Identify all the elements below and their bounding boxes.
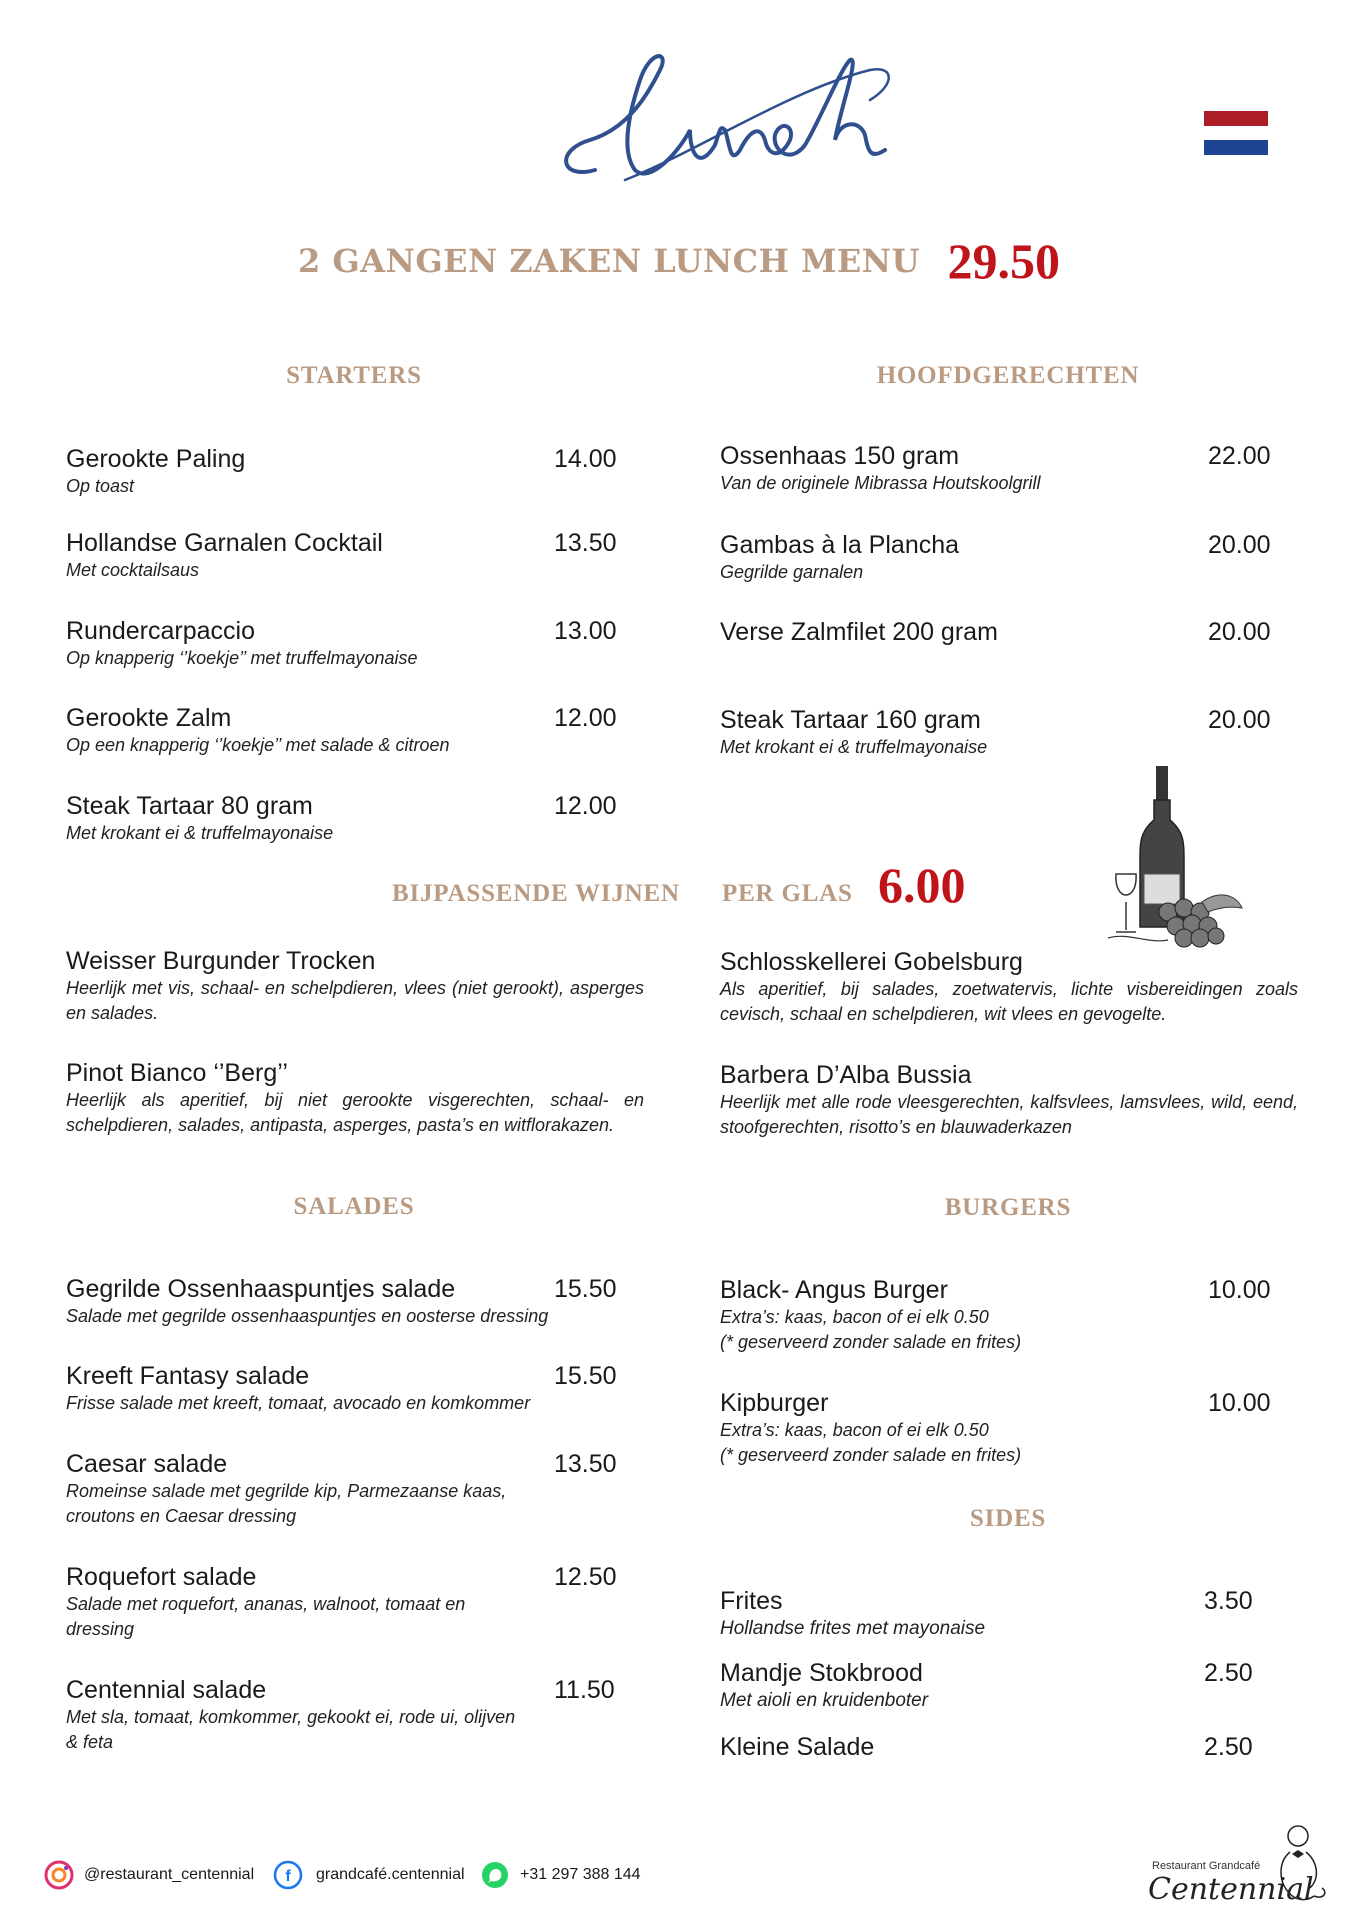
- list-item: [720, 618, 1300, 647]
- item-desc: Salade met gegrilde ossenhaaspuntjes en oosterse dressing: [66, 1306, 549, 1326]
- list-item: [720, 706, 1300, 760]
- list-item: [66, 704, 626, 758]
- item-price: 12.50: [554, 1563, 617, 1591]
- list-item: [66, 529, 626, 583]
- item-price: 10.00: [1208, 1389, 1271, 1417]
- wine-bottle-grapes-icon: [1098, 762, 1248, 952]
- list-item: [66, 617, 626, 671]
- whatsapp-icon[interactable]: [480, 1860, 510, 1890]
- list-item: [720, 1587, 1300, 1641]
- item-name: Steak Tartaar 160 gram: [720, 706, 981, 734]
- item-desc: Op toast: [66, 476, 135, 496]
- item-name: Frites: [720, 1587, 783, 1615]
- wine-item: [66, 947, 644, 1026]
- instagram-icon[interactable]: [44, 1860, 74, 1890]
- svg-text:f: f: [285, 1868, 291, 1885]
- item-desc: Met sla, tomaat, komkommer, gekookt ei, rode ui, olijven & feta: [66, 1707, 516, 1752]
- item-price: 13.50: [554, 529, 617, 557]
- menu-title: [0, 232, 1358, 290]
- list-item: [720, 1276, 1300, 1355]
- item-price: 2.50: [1204, 1659, 1253, 1687]
- list-item: [720, 1389, 1300, 1468]
- item-price: 13.00: [554, 617, 617, 645]
- item-name: Centennial salade: [66, 1676, 267, 1704]
- item-name: Verse Zalmfilet 200 gram: [720, 618, 998, 646]
- item-name: Gambas à la Plancha: [720, 531, 960, 559]
- starters-heading: STARTERS: [286, 362, 422, 389]
- logo-subtitle: Restaurant Grandcafé: [1152, 1860, 1261, 1872]
- burgers-heading: BURGERS: [944, 1194, 1072, 1221]
- sides-heading: SIDES: [969, 1505, 1047, 1532]
- item-name: Kleine Salade: [720, 1733, 875, 1761]
- facebook-icon[interactable]: [273, 1860, 303, 1890]
- item-price: 12.00: [554, 704, 617, 732]
- list-item: [720, 442, 1300, 496]
- item-price: 3.50: [1204, 1587, 1253, 1615]
- list-item: [66, 1676, 615, 1755]
- item-name: Gerookte Paling: [66, 445, 246, 473]
- dutch-flag-icon: [1204, 111, 1268, 155]
- list-item: [66, 1563, 617, 1642]
- item-name: Ossenhaas 150 gram: [720, 442, 960, 470]
- item-desc: (* geserveerd zonder salade en frites): [720, 1445, 1022, 1465]
- item-desc: Frisse salade met kreeft, tomaat, avocado en komkommer: [66, 1393, 531, 1413]
- item-name: Kreeft Fantasy salade: [66, 1362, 310, 1390]
- list-item: [66, 1362, 626, 1416]
- item-desc: Heerlijk met alle rode vleesgerechten, kalfsvlees, lamsvlees, wild, eend, stoofgerechten, risotto’s en blauwaderkazen: [720, 1092, 1298, 1137]
- item-price: 22.00: [1208, 442, 1271, 470]
- menu-title-label: 2 GANGEN ZAKEN LUNCH MENU: [298, 242, 920, 280]
- list-item: [66, 445, 626, 499]
- item-price: 12.00: [554, 792, 617, 820]
- item-price: 11.50: [554, 1676, 615, 1704]
- wine-item: [720, 1061, 1298, 1140]
- item-desc: Gegrilde garnalen: [720, 562, 864, 582]
- instagram-handle[interactable]: @restaurant_centennial: [84, 1866, 255, 1883]
- item-price: 2.50: [1204, 1733, 1253, 1761]
- item-name: Black- Angus Burger: [720, 1276, 948, 1304]
- centennial-logo-icon: [1140, 1820, 1340, 1920]
- wine-item: [66, 1059, 644, 1138]
- item-desc: Hollandse frites met mayonaise: [720, 1618, 986, 1639]
- item-desc: Heerlijk als aperitief, bij niet gerookte visgerechten, schaal- en schelpdieren, salades, antipasta, asperges, pasta’s en witflorakazen.: [66, 1090, 644, 1135]
- list-item: [66, 1275, 626, 1329]
- item-desc: Op knapperig ‘’koekje’’ met truffelmayonaise: [66, 648, 418, 668]
- item-name: Barbera D’Alba Bussia: [720, 1061, 972, 1089]
- item-name: Schlosskellerei Gobelsburg: [720, 948, 1023, 976]
- logo-name: Centennial: [1148, 1872, 1314, 1907]
- item-desc: Romeinse salade met gegrilde kip, Parmezaanse kaas, croutons en Caesar dressing: [66, 1481, 507, 1526]
- item-price: 15.50: [554, 1362, 617, 1390]
- item-name: Roquefort salade: [66, 1563, 257, 1591]
- item-price: 15.50: [554, 1275, 617, 1303]
- item-desc: Van de originele Mibrassa Houtskoolgrill: [720, 473, 1041, 493]
- item-desc: Als aperitief, bij salades, zoetwatervis, lichte visbereidingen zoals cevisch, schaal en schelpdieren, wit vlees en gevogelte.: [720, 979, 1298, 1024]
- menu-title-price: 29.50: [947, 233, 1060, 289]
- item-name: Gegrilde Ossenhaaspuntjes salade: [66, 1275, 456, 1303]
- item-name: Weisser Burgunder Trocken: [66, 947, 376, 975]
- list-item: [720, 531, 1300, 585]
- wines-heading: BIJPASSENDE WIJNEN: [392, 880, 680, 907]
- item-desc: Extra’s: kaas, bacon of ei elk 0.50: [720, 1420, 989, 1440]
- list-item: [720, 1733, 1300, 1762]
- hoofdgerechten-heading: HOOFDGERECHTEN: [876, 362, 1140, 389]
- item-name: Kipburger: [720, 1389, 829, 1417]
- per-glass-label: PER GLAS: [722, 880, 853, 907]
- item-desc: Extra’s: kaas, bacon of ei elk 0.50: [720, 1307, 989, 1327]
- facebook-handle[interactable]: grandcafé.centennial: [316, 1866, 465, 1883]
- item-name: Pinot Bianco ‘’Berg’’: [66, 1059, 288, 1087]
- item-price: 20.00: [1208, 531, 1271, 559]
- item-desc: Met cocktailsaus: [66, 560, 200, 580]
- list-item: [66, 1450, 617, 1529]
- item-name: Steak Tartaar 80 gram: [66, 792, 313, 820]
- item-name: Mandje Stokbrood: [720, 1659, 923, 1687]
- lunch-script-title: [540, 30, 900, 200]
- item-desc: Heerlijk met vis, schaal- en schelpdieren, vlees (niet gerookt), asperges en salades.: [66, 978, 644, 1023]
- item-price: 13.50: [554, 1450, 617, 1478]
- item-name: Caesar salade: [66, 1450, 228, 1478]
- wine-item: [720, 948, 1298, 1027]
- item-price: 20.00: [1208, 618, 1271, 646]
- item-desc: Salade met roquefort, ananas, walnoot, tomaat en dressing: [66, 1594, 466, 1639]
- item-desc: Op een knapperig ‘’koekje’’ met salade & citroen: [66, 735, 450, 755]
- item-desc: Met aioli en kruidenboter: [720, 1690, 929, 1711]
- list-item: [66, 792, 626, 846]
- item-name: Gerookte Zalm: [66, 704, 232, 732]
- item-price: 10.00: [1208, 1276, 1271, 1304]
- item-name: Hollandse Garnalen Cocktail: [66, 529, 383, 557]
- item-price: 20.00: [1208, 706, 1271, 734]
- whatsapp-number[interactable]: +31 297 388 144: [520, 1866, 641, 1883]
- item-name: Rundercarpaccio: [66, 617, 255, 645]
- per-glass-price: 6.00: [878, 857, 966, 913]
- item-price: 14.00: [554, 445, 617, 473]
- list-item: [720, 1659, 1300, 1713]
- item-desc: (* geserveerd zonder salade en frites): [720, 1332, 1022, 1352]
- item-desc: Met krokant ei & truffelmayonaise: [66, 823, 334, 843]
- salades-heading: SALADES: [293, 1193, 415, 1220]
- item-desc: Met krokant ei & truffelmayonaise: [720, 737, 988, 757]
